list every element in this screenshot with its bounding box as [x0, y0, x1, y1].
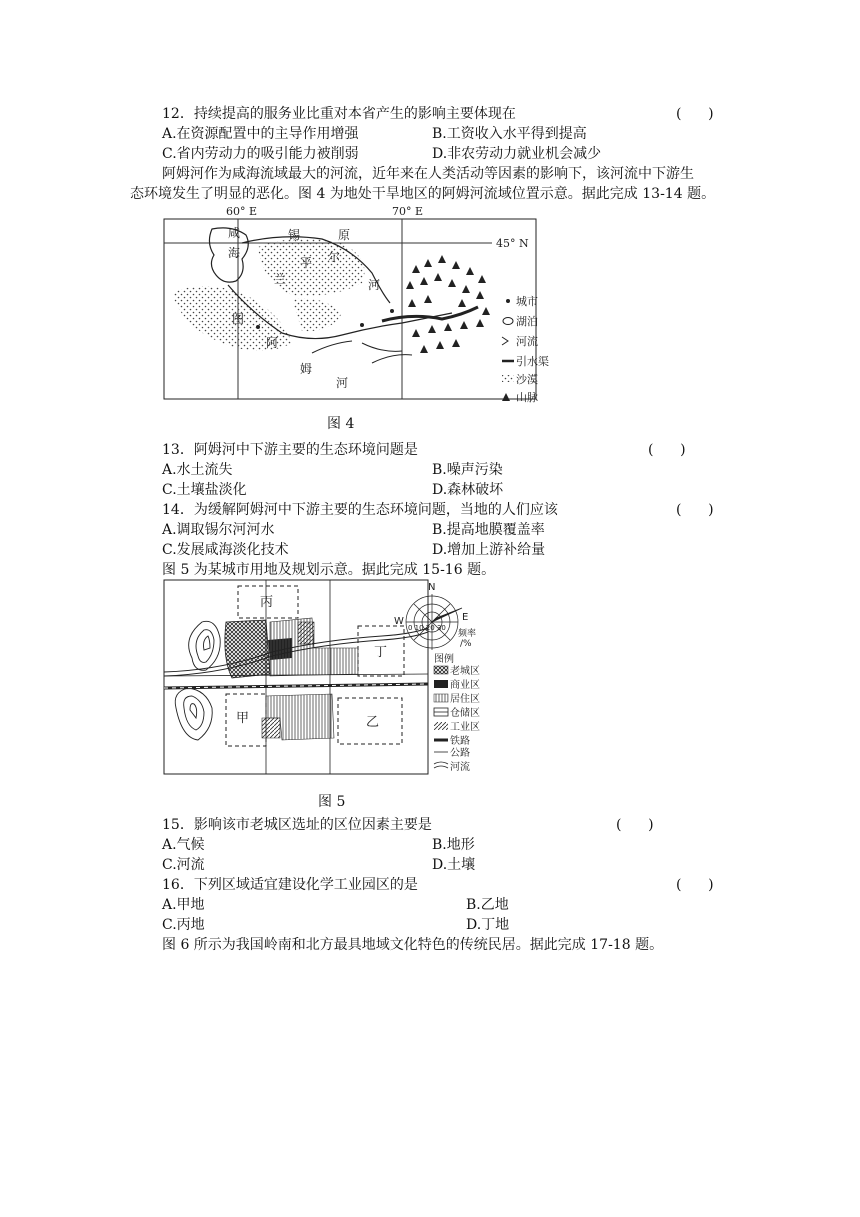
label-a: 阿 — [266, 336, 279, 350]
legend-old: 老城区 — [450, 666, 480, 677]
legend-lake: 湖泊 — [516, 315, 538, 328]
q13-option-d: D.森林破坏 — [432, 482, 504, 498]
q15-stem: 15．影响该市老城区选址的区位因素主要是 — [162, 817, 432, 833]
q16-option-b: B.乙地 — [466, 897, 509, 913]
legend-commercial: 商业区 — [450, 680, 480, 691]
q16-answer-paren: ( ) — [676, 877, 714, 893]
q15-option-b: B.地形 — [432, 837, 475, 853]
wind-rose — [406, 594, 462, 650]
legend-canal: 引水渠 — [516, 355, 549, 368]
q16-option-c: C.丙地 — [162, 917, 205, 933]
legend-road: 公路 — [450, 748, 470, 759]
figure-4-map — [162, 203, 549, 404]
lat-45-label: 45° N — [496, 237, 529, 250]
rose-freq: 频率 — [458, 629, 477, 639]
label-xian: 咸 — [228, 226, 241, 240]
legend-mountain: 山脉 — [516, 391, 538, 404]
q13-answer-paren: ( ) — [648, 442, 686, 458]
label-lan: 兰 — [274, 272, 287, 286]
q14-answer-paren: ( ) — [676, 502, 714, 518]
legend-desert: 沙漠 — [516, 373, 538, 386]
legend-railway: 铁路 — [450, 736, 470, 747]
q12-option-b: B.工资收入水平得到提高 — [432, 126, 587, 142]
rose-pct: /% — [460, 639, 472, 649]
q14-stem: 14．为缓解阿姆河中下游主要的生态环境问题，当地的人们应该 — [162, 502, 558, 518]
intro-15: 图 5 为某城市用地及规划示意。据此完成 15-16 题。 — [162, 562, 496, 578]
q13-stem: 13．阿姆河中下游主要的生态环境问题是 — [162, 442, 418, 458]
legend-storage: 仓储区 — [450, 708, 480, 719]
intro-17: 图 6 所示为我国岭南和北方最具地域文化特色的传统民居。据此完成 17-18 题。 — [162, 937, 664, 953]
label-he1: 河 — [368, 278, 381, 292]
compass-e: E — [462, 612, 469, 623]
label-ping: 平 — [300, 256, 313, 270]
label-he2: 河 — [336, 376, 349, 390]
intro-13-line2: 态环境发生了明显的恶化。图 4 为地处干旱地区的阿姆河流域位置示意。据此完成 13-14 题。 — [130, 186, 716, 202]
zone-ding: 丁 — [374, 645, 388, 660]
q15-option-a: A.气候 — [162, 837, 205, 853]
lon-60-label: 60° E — [226, 205, 258, 218]
hill-contours-north — [189, 621, 221, 670]
hill-contours-south — [175, 688, 212, 740]
q14-option-b: B.提高地膜覆盖率 — [432, 522, 545, 538]
q14-option-d: D.增加上游补给量 — [432, 542, 546, 558]
q16-stem: 16．下列区域适宜建设化学工业园区的是 — [162, 877, 418, 893]
legend-river5: 河流 — [450, 762, 470, 773]
q12-option-c: C.省内劳动力的吸引能力被削弱 — [162, 146, 359, 162]
q12-stem: 12．持续提高的服务业比重对本省产生的影响主要体现在 — [162, 106, 516, 122]
rose-scale: 0 10 20 30 — [408, 624, 446, 632]
legend-title: 图例 — [434, 654, 454, 665]
zone-bing: 丙 — [260, 595, 274, 610]
compass-n: N — [428, 582, 436, 593]
figure-5-map — [162, 578, 482, 778]
label-xi: 锡 — [288, 228, 301, 242]
q12-option-d: D.非农劳动力就业机会减少 — [432, 146, 602, 162]
q15-option-d: D.土壤 — [432, 857, 476, 873]
q13-option-b: B.噪声污染 — [432, 462, 503, 478]
zone-jia: 甲 — [236, 711, 250, 726]
label-mu: 姆 — [300, 362, 313, 376]
label-er: 尔 — [328, 250, 341, 264]
figure-5-caption: 图 5 — [318, 794, 346, 810]
label-tu: 图 — [232, 312, 245, 326]
compass-w: W — [394, 616, 404, 627]
legend-river: 河流 — [516, 335, 538, 348]
q13-option-a: A.水土流失 — [162, 462, 233, 478]
q16-option-d: D.丁地 — [466, 917, 510, 933]
q15-answer-paren: ( ) — [616, 817, 654, 833]
q13-option-c: C.土壤盐淡化 — [162, 482, 247, 498]
q15-option-c: C.河流 — [162, 857, 205, 873]
legend-industrial: 工业区 — [450, 722, 480, 733]
label-hai: 海 — [228, 246, 241, 260]
mountain-symbols — [406, 255, 490, 353]
zone-yi: 乙 — [366, 715, 380, 730]
legend-residential: 居住区 — [450, 694, 480, 705]
lon-70-label: 70° E — [392, 205, 424, 218]
q14-option-c: C.发展咸海淡化技术 — [162, 542, 289, 558]
q16-option-a: A.甲地 — [162, 897, 205, 913]
q14-option-a: A.调取锡尔河河水 — [162, 522, 275, 538]
figure-4-caption: 图 4 — [327, 416, 355, 432]
q12-answer-paren: ( ) — [676, 106, 714, 122]
label-yuan: 原 — [338, 228, 351, 242]
legend-city: 城市 — [516, 295, 538, 308]
intro-13-line1: 阿姆河作为咸海流域最大的河流，近年来在人类活动等因素的影响下，该河流中下游生 — [162, 166, 694, 182]
q12-option-a: A.在资源配置中的主导作用增强 — [162, 126, 359, 142]
